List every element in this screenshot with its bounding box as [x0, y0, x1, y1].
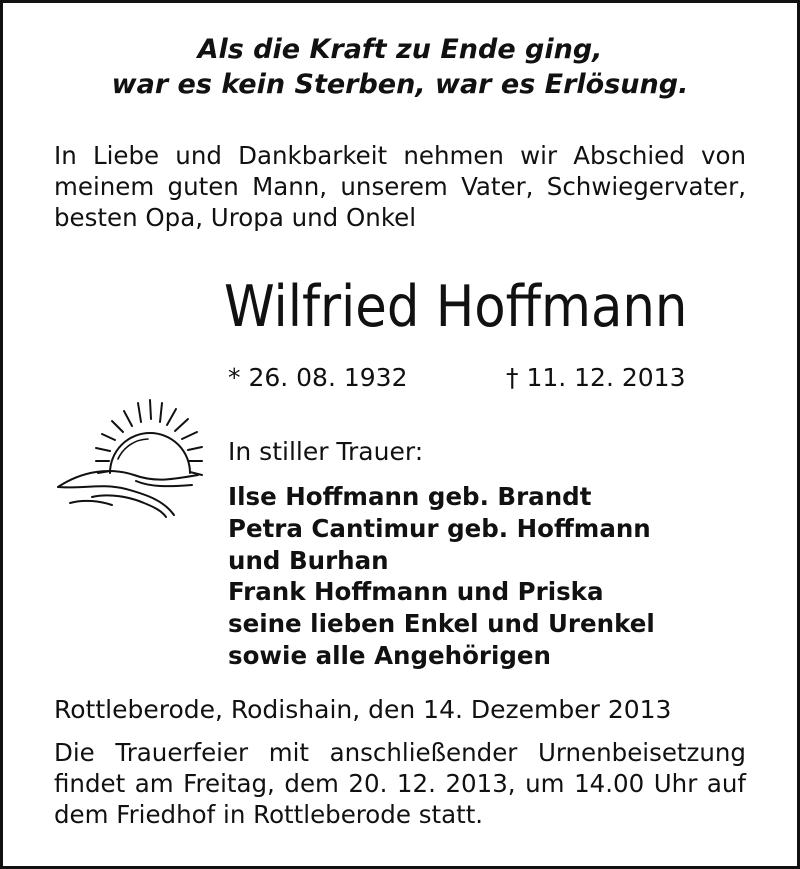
place-and-date: Rottleberode, Rodishain, den 14. Dezember 2013	[54, 695, 672, 724]
motto	[0, 32, 800, 102]
mourner-line: Frank Hoffmann und Priska	[228, 577, 604, 607]
mourning-label: In stiller Trauer:	[228, 437, 424, 466]
birth-date: * 26. 08. 1932	[228, 363, 408, 392]
sunset-over-hills-icon	[52, 395, 204, 520]
ceremony-line-3: dem Friedhof in Rottleberode statt.	[54, 800, 484, 829]
intro-line-2: meinem guten Mann, unserem Vater, Schwiegervater,	[54, 172, 746, 201]
mourner-line: Ilse Hoffmann geb. Brandt	[228, 482, 592, 511]
intro-line-3: besten Opa, Uropa und Onkel	[54, 203, 417, 232]
intro-line-1: In Liebe und Dankbarkeit nehmen wir Abschied von	[54, 141, 746, 170]
mourner-line: sowie alle Angehörigen	[228, 640, 551, 670]
deceased-name: Wilfried Hoffmann	[224, 274, 688, 340]
ceremony-line-2: findet am Freitag, dem 20. 12. 2013, um 14.00 Uhr auf	[54, 769, 746, 798]
mourner-line: Petra Cantimur geb. Hoffmann	[228, 513, 651, 543]
motto-line-2: war es kein Sterben, war es Erlösung.	[111, 69, 689, 100]
mourner-line: seine lieben Enkel und Urenkel	[228, 609, 655, 639]
mourners-list	[228, 481, 655, 672]
intro-text	[54, 140, 746, 233]
ceremony-line-1: Die Trauerfeier mit anschließender Urnenbeisetzung	[54, 738, 746, 767]
ceremony-info	[54, 737, 746, 830]
mourner-line: und Burhan	[228, 545, 389, 575]
motto-line-1: Als die Kraft zu Ende ging,	[197, 34, 603, 65]
death-date: † 11. 12. 2013	[506, 363, 686, 392]
